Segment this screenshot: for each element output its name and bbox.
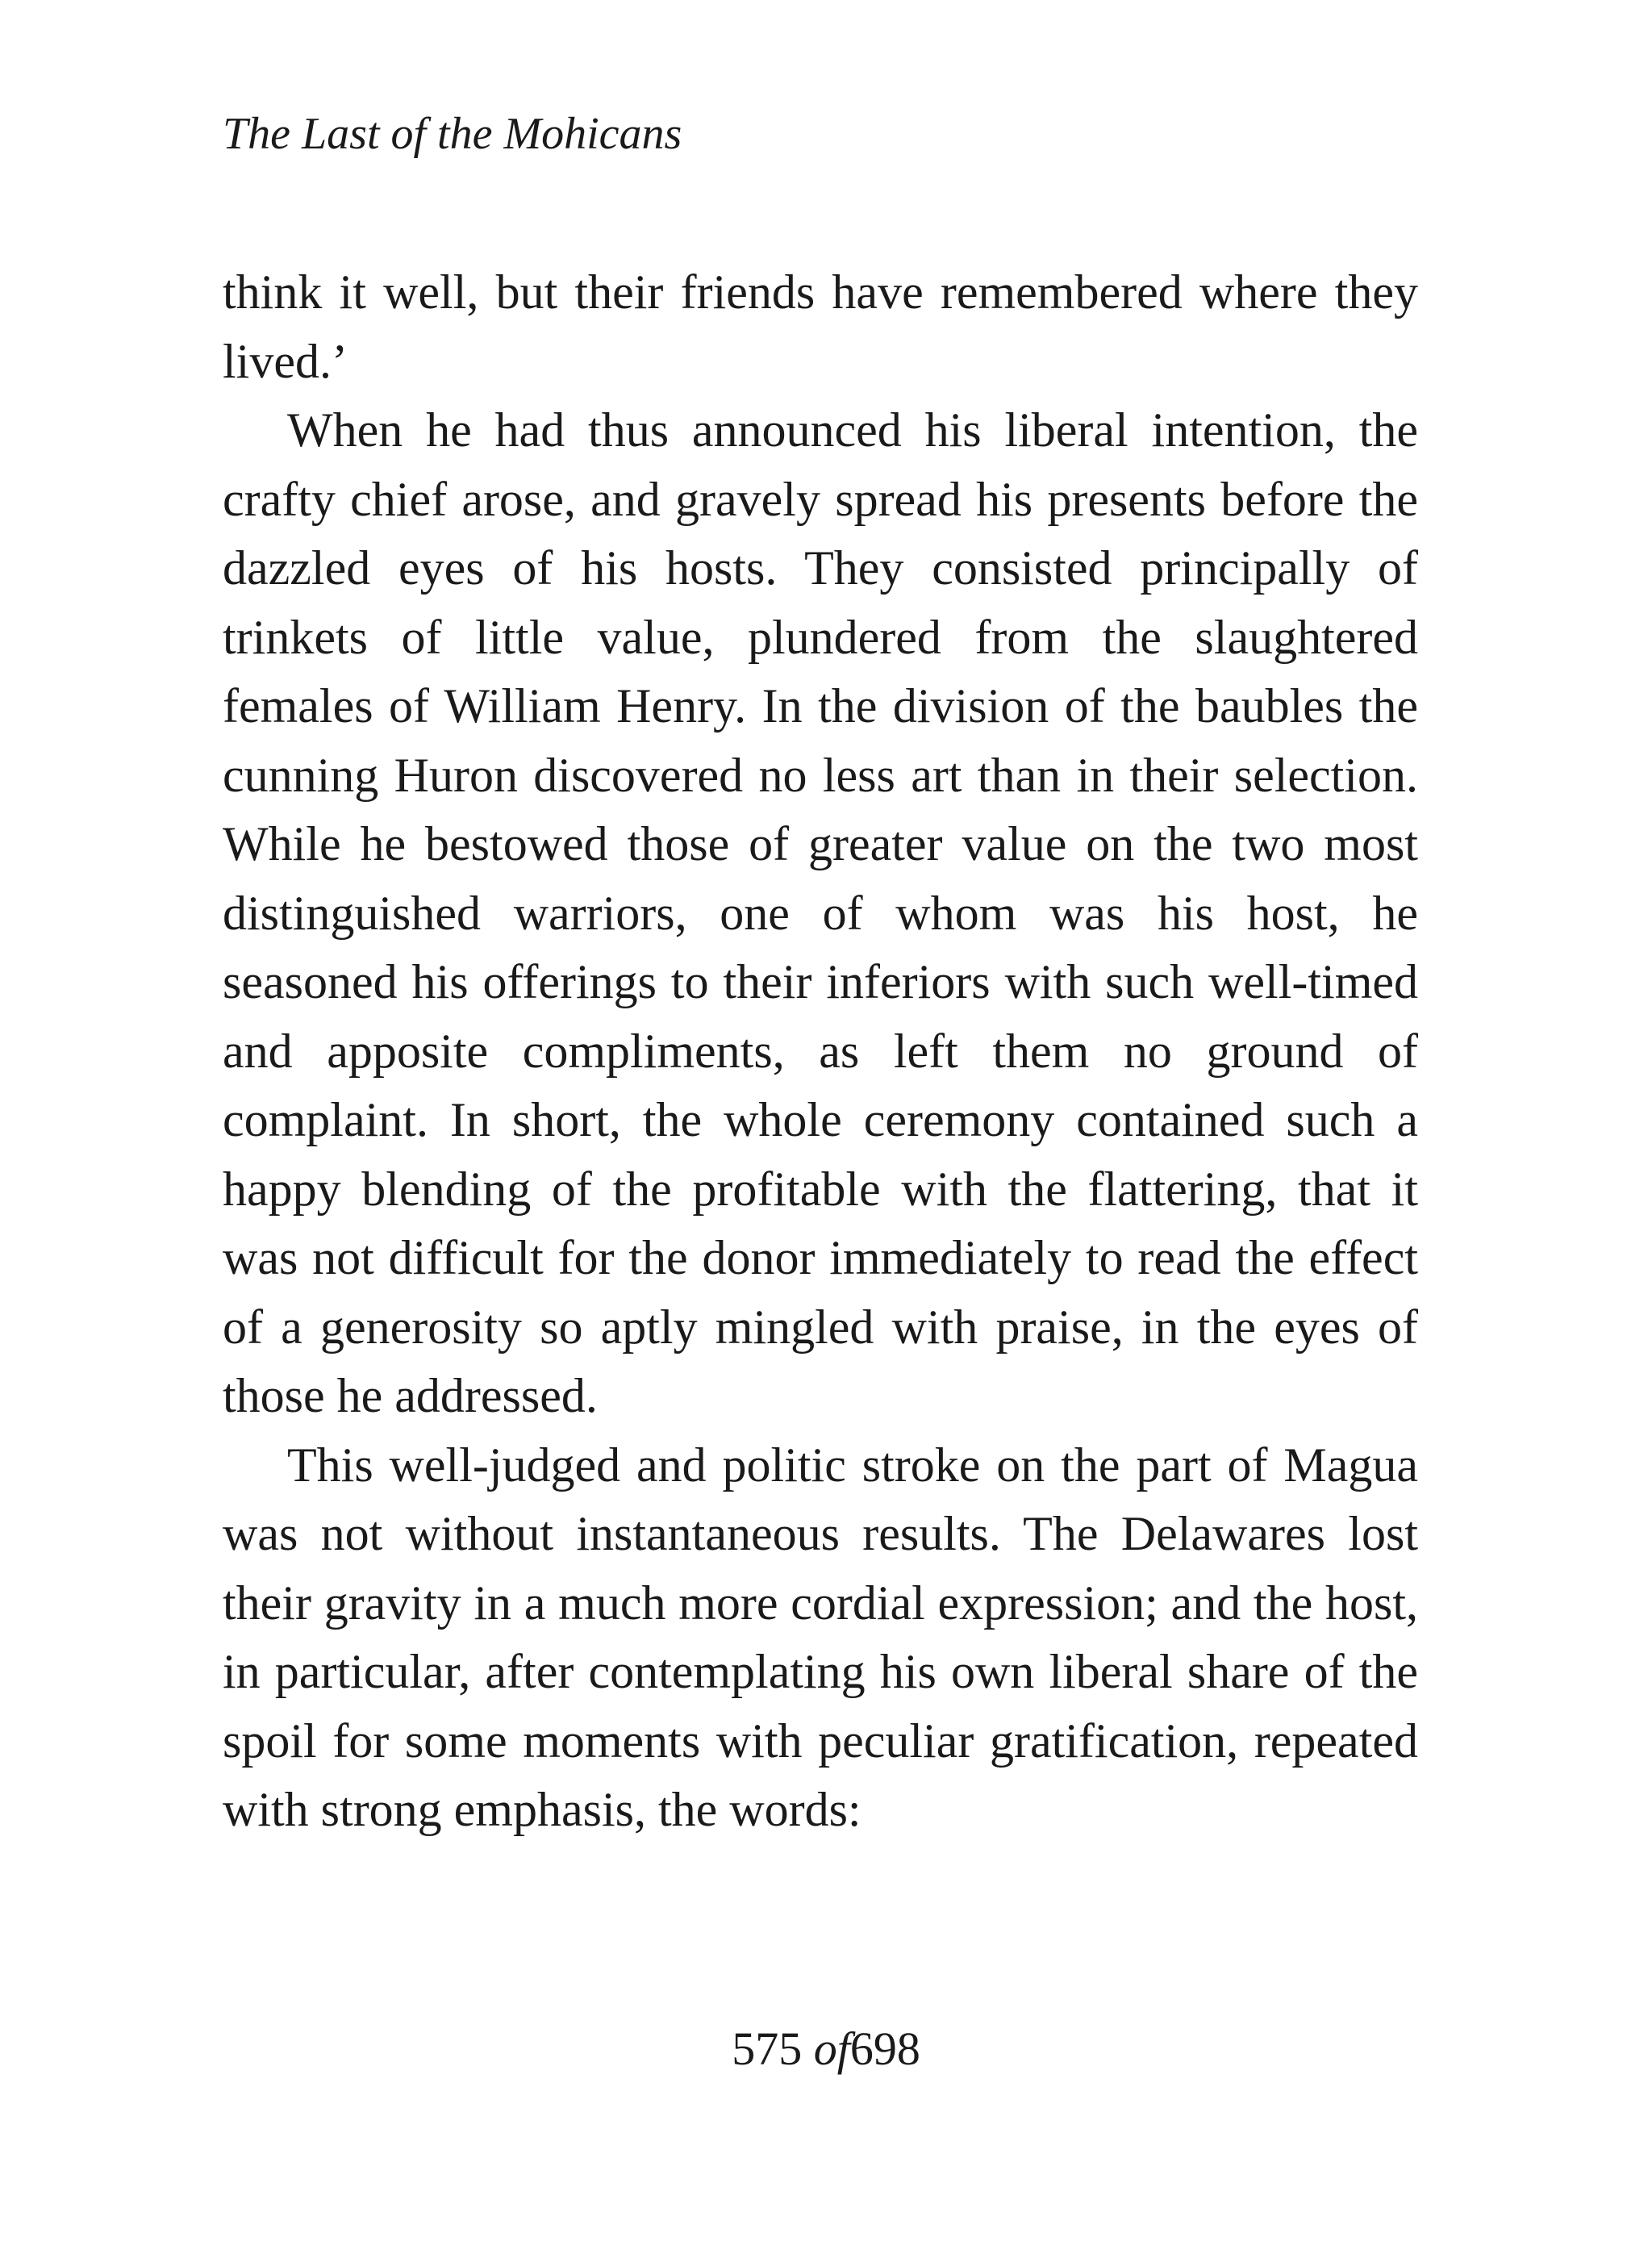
page-of-label: of bbox=[813, 2022, 850, 2075]
paragraph: When he had thus announced his liberal intention, the crafty chief arose, and gravely spread his presents before the dazzled eyes of his hosts. They consisted principally of trinkets of little value, plundered from the slaughtered females of William Henry. In the division of the baubles the cunning Huron discovered no less art than in their selection. While he bestowed those of greater value on the two most distinguished warriors, one of whom was his host, he seasoned his offerings to their inferiors with such well-timed and apposite compliments, as left them no ground of complaint. In short, the whole ceremony contained such a happy blending of the profitable with the flattering, that it was not difficult for the donor immediately to read the effect of a generosity so aptly mingled with praise, in the eyes of those he addressed. bbox=[223, 403, 1418, 1422]
page-body bbox=[223, 258, 1418, 1845]
current-page-number: 575 bbox=[732, 2022, 803, 2075]
running-header-title: The Last of the Mohicans bbox=[223, 109, 682, 159]
paragraph-continued: think it well, but their friends have remembered where they lived.’ bbox=[223, 265, 1418, 388]
page-number-footer bbox=[0, 2017, 1652, 2081]
total-pages-number: 698 bbox=[849, 2022, 920, 2075]
paragraph: This well-judged and politic stroke on the part of Magua was not without instantaneous results. The Delawares lost their gravity in a much more cordial expression; and the host, in particular, after contemplating his own liberal share of the spoil for some moments with peculiar gratification, repeated with strong emphasis, the words: bbox=[223, 1438, 1418, 1836]
